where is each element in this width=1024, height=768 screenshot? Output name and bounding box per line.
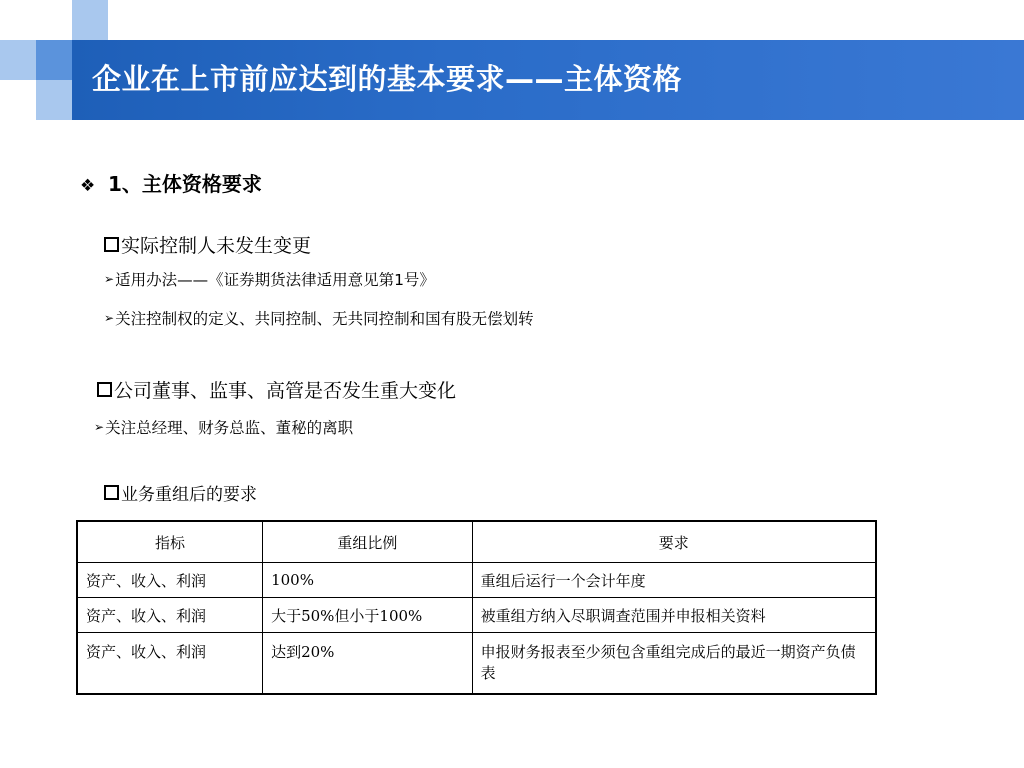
section-item-restructure [104, 480, 257, 505]
table-header-row [77, 521, 876, 563]
arrow-bullet-icon: ➢ [104, 311, 115, 325]
square-bullet-icon [104, 485, 119, 500]
section-item-label: 实际控制人未发生变更 [121, 235, 312, 257]
section-heading [80, 168, 262, 197]
section-heading-text: 1、主体资格要求 [108, 172, 262, 196]
bullet-item [94, 416, 353, 438]
table-cell: 大于50%但小于100% [263, 598, 473, 633]
square-bullet-icon [104, 237, 119, 252]
section-item-controller [104, 231, 311, 258]
bullet-text: 关注总经理、财务总监、董秘的离职 [105, 419, 354, 437]
table-header-cell: 重组比例 [263, 521, 473, 563]
decor-square-bottom [36, 80, 72, 120]
table-cell: 100% [263, 563, 473, 598]
table-header-cell: 指标 [77, 521, 263, 563]
arrow-bullet-icon: ➢ [94, 420, 105, 434]
table-cell: 资产、收入、利润 [77, 563, 263, 598]
bullet-item [104, 307, 534, 329]
table-cell: 被重组方纳入尽职调查范围并申报相关资料 [472, 598, 876, 633]
decor-square-left [0, 40, 36, 80]
table-header-cell: 要求 [472, 521, 876, 563]
section-item-label: 公司董事、监事、高管是否发生重大变化 [114, 380, 457, 402]
decor-square-mid [36, 40, 72, 80]
diamond-bullet-icon: ❖ [80, 176, 96, 196]
section-item-management [97, 376, 456, 403]
requirements-table [76, 520, 877, 695]
bullet-item [104, 268, 435, 290]
table-cell: 资产、收入、利润 [77, 598, 263, 633]
bullet-text: 关注控制权的定义、共同控制、无共同控制和国有股无偿划转 [115, 310, 534, 328]
table-cell: 资产、收入、利润 [77, 633, 263, 695]
table-cell: 重组后运行一个会计年度 [472, 563, 876, 598]
square-bullet-icon [97, 382, 112, 397]
bullet-text: 适用办法——《证券期货法律适用意见第1号》 [115, 271, 435, 289]
table-row [77, 563, 876, 598]
arrow-bullet-icon: ➢ [104, 272, 115, 286]
section-item-label: 业务重组后的要求 [121, 485, 257, 505]
slide-title: 企业在上市前应达到的基本要求——主体资格 [92, 62, 683, 96]
table-cell: 申报财务报表至少须包含重组完成后的最近一期资产负债表 [472, 633, 876, 695]
table-row [77, 633, 876, 695]
table-row [77, 598, 876, 633]
decor-square-top [72, 0, 108, 40]
table-cell: 达到20% [263, 633, 473, 695]
